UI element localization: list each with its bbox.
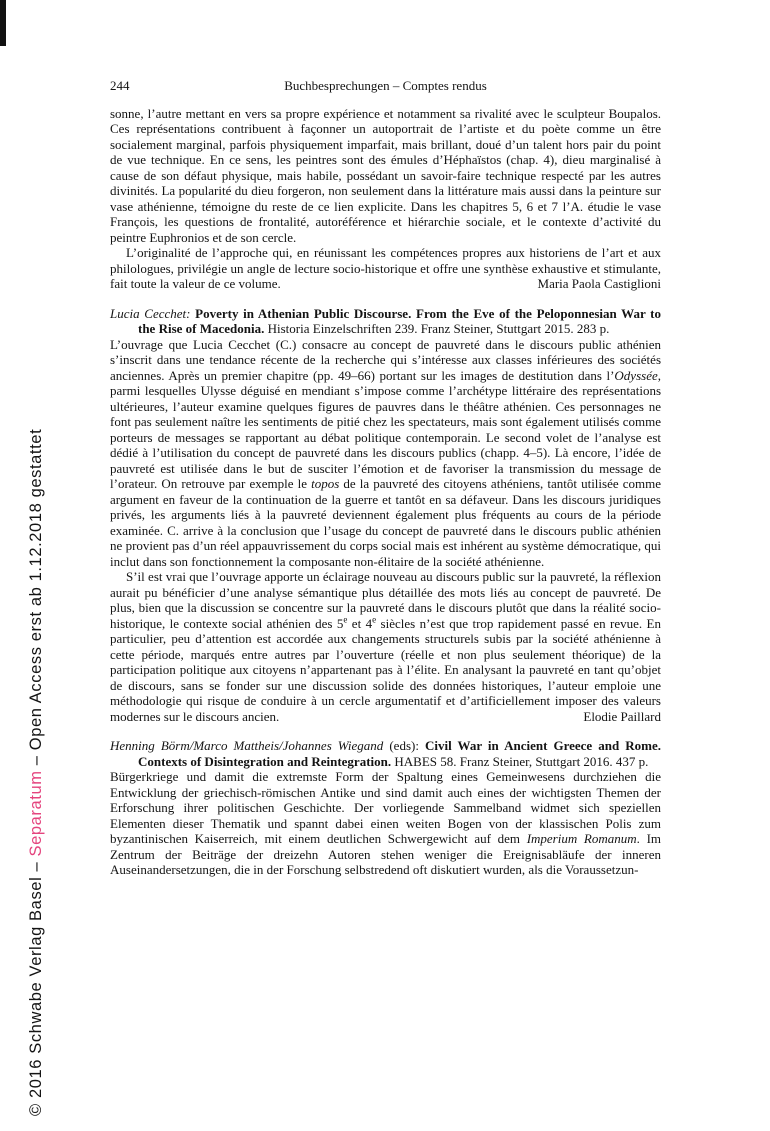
editors-label: (eds): — [383, 738, 425, 753]
review-paragraph — [110, 245, 661, 292]
paragraph-text: sonne, l’autre mettant en vers sa propre expérience et notamment sa rivalité avec le sculpteur Boupalos. Ces représentations contribuent à façonner un autoportrait de l’artiste et du poète comme un être socialement marginal, parfois physiquement imparfait, mais brillant, doué d’un talent hors pair du point de vue technique. En ce sens, les peintres sont des émules d’Héphaïstos (chap. 4), dieu marginalisé à cause de son défaut physique, mais habile, possédant un savoir-faire technique respecté par les autres divinités. La popularité du dieu forgeron, non seulement dans la littérature mais aussi dans la peinture sur vase athénienne, témoigne du reste de ce lien explicite. Dans les chapitres 5, 6 et 7 l’A. étudie le vase François, les questions de frontalité, autoréférence et hiérarchie sociale, et le contexte d’activité du peintre Euphronios et de son cercle. — [110, 105, 661, 245]
copyright-text: © 2016 Schwabe Verlag Basel – — [27, 856, 45, 1116]
running-head: Buchbesprechungen – Comptes rendus — [284, 78, 487, 93]
ordinal-superscript: e — [343, 614, 348, 625]
book-title: Civil War in Ancient Greece and Rome. Contexts of Disintegration and Reintegration. — [138, 738, 661, 769]
review-paragraph — [110, 569, 661, 724]
ordinal-superscript: e — [372, 614, 377, 625]
text-column — [110, 78, 661, 878]
separatum-label: Separatum — [27, 770, 45, 857]
scan-edge-artifact — [0, 0, 6, 46]
copyright-sidebar — [27, 324, 46, 1116]
publication-info: HABES 58. Franz Steiner, Stuttgart 2016. 437 p. — [391, 753, 649, 769]
reviewer-signature: Elodie Paillard — [583, 708, 661, 724]
review-heading — [110, 306, 661, 337]
review-heading — [110, 738, 661, 769]
italic-term: Odyssée — [614, 367, 658, 383]
paragraph-text: , parmi lesquelles Ulysse déguisé en mendiant s’impose comme l’archétype littéraire des représentations ultérieures, l’auteur examine quelques figures de pauvres dans le théâtre athénien. Ces personnages ne font pas seulement naître les sentiments de pitié chez les spectateurs, mais sont également utilisés comme porteurs de messages se rapportant au débat politique contemporain. Le second volet de l’analyse est dédié à l’utilisation du concept de pauvreté dans les discours publics (chapp. 4–5). Là encore, l’idée de pauvreté est utilisée dans le but de susciter l’émotion et de favoriser la transmission du message de l’orateur. On retrouve par exemple le — [110, 367, 661, 491]
italic-term: topos — [311, 476, 340, 491]
paragraph-text: et 4 — [347, 615, 373, 631]
paragraph-text: siècles n’est que trop rapidement passé en revue. En particulier, peu d’attention est accordée aux changements structurels subis par la société athénienne à cette période, marqués entre autres par l’ouverture (réelle et non plus seulement théorique) de la participation politique aux citoyens n’appartenant pas à l’élite. En analysant la pauvreté en tant qu’objet de discours, sans se fonder sur une discussion solide des données historiques, l’auteur emploie une méthodologie qui risque de conduire à un cercle argumentatif et d’artificiellement imposer des valeurs modernes sur le discours ancien. — [110, 615, 661, 724]
review-paragraph — [110, 106, 661, 246]
paragraph-text: . Im Zentrum der Beiträge der dreizehn Autoren stehen weniger die Ereignisabläufe der inneren Auseinandersetzungen, die in der Forschung selbstredend oft diskutiert wurden, als die Voraussetzun- — [110, 831, 662, 877]
page-number: 244 — [110, 78, 130, 93]
paragraph-text: L’ouvrage que Lucia Cecchet (C.) consacre au concept de pauvreté dans le discours public athénien s’inscrit dans une tendance récente de la recherche qui s’intéresse aux classes inférieures des sociétés anciennes. Après un premier chapitre (pp. 49–66) portant sur les images de destitution dans l’ — [110, 336, 661, 383]
publication-info: Historia Einzelschriften 239. Franz Steiner, Stuttgart 2015. 283 p. — [264, 321, 610, 336]
review-author: Lucia Cecchet: — [110, 305, 196, 321]
review-paragraph — [110, 769, 661, 878]
book-title: Poverty in Athenian Public Discourse. From the Eve of the Peloponnesian War to the Rise of Macedonia. — [138, 305, 661, 336]
paragraph-text: S’il est vrai que l’ouvrage apporte un éclairage nouveau au discours public sur la pauvreté, la réflexion aurait pu bénéficier d’une analyse sémantique plus détaillée des mots liés au concept de pauvreté. De plus, bien que la discussion se concentre sur la pauvreté dans le discours plutôt que dans la réalité socio-historique, le contexte social athénien des 5 — [110, 569, 661, 631]
reviewer-signature: Maria Paola Castiglioni — [537, 276, 661, 291]
paragraph-text: de la pauvreté des citoyens athéniens, tantôt utilisée comme argument en faveur de la continuation de la guerre et tantôt en sa défaveur. Dans les discours juridiques privés, les arguments liés à la pauvreté deviennent également plus fréquents au cours de la période examinée. C. arrive à la conclusion que l’usage du concept de pauvreté dans le discours public athénien ne provient pas d’un réel appauvrissement du corps social mais est inhérent au système démocratique, qui inclut dans son fonctionnement la composante non-élitaire de la société athénienne. — [110, 476, 661, 569]
page-header — [110, 78, 661, 94]
review-authors: Henning Börm/Marco Mattheis/Johannes Wiegand — [110, 738, 384, 753]
open-access-text: – Open Access erst ab 1.12.2018 gestattet — [27, 428, 45, 771]
italic-term: Imperium Romanum — [526, 831, 637, 846]
review-paragraph — [110, 337, 661, 570]
paragraph-text: L’originalité de l’approche qui, en réunissant les compétences propres aux historiens de l’art et aux philologues, privilégie un angle de lecture socio-historique et offre une synthèse exhaustive et stimulante, fait toute la valeur de ce volume. — [110, 245, 661, 291]
paragraph-text: Bürgerkriege und damit die extremste Form der Spaltung eines Gemeinwesens durchziehen die Entwicklung der griechisch-römischen Antike und sind damit auch eines der wichtigsten Themen der Erforschung ihrer politischen Geschichte. Der vorliegende Sammelband widmet sich speziellen Elementen dieser Thematik und spannt dabei einen weiten Bogen von der klassischen Polis zum byzantinischen Kaiserreich, mit einem deutlichen Schwergewicht auf dem — [110, 769, 661, 846]
